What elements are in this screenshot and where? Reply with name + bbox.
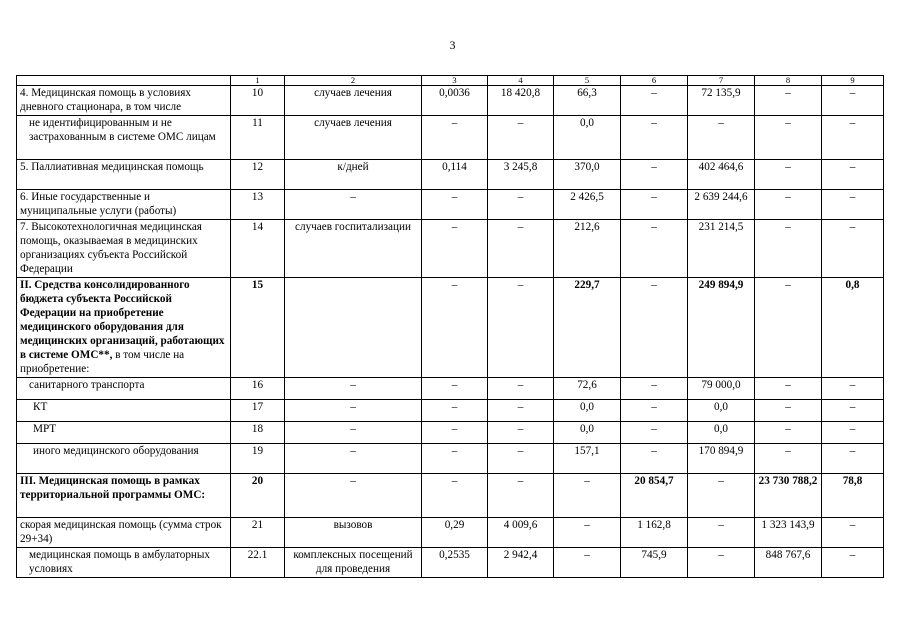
header-cell: 1 [231,76,285,86]
cell-col4: 18 420,8 [488,86,554,116]
table-row [17,278,884,378]
row-unit: – [285,444,422,474]
table-row [17,518,884,548]
page-number: 3 [449,38,456,52]
row-code: 18 [231,422,285,444]
cell-col7: 249 894,9 [688,278,755,378]
cell-col6: – [621,378,688,400]
row-name [17,278,231,378]
cell-col9: – [822,548,884,578]
header-cell: 4 [488,76,554,86]
cell-col3: 0,0036 [422,86,488,116]
cell-col5: 212,6 [554,220,621,278]
cell-col9: 78,8 [822,474,884,518]
row-code: 21 [231,518,285,548]
cell-col4: 3 245,8 [488,160,554,190]
cell-col7: 0,0 [688,422,755,444]
header-cell: 6 [621,76,688,86]
row-code: 17 [231,400,285,422]
cell-col8: – [755,190,822,220]
cell-col4: – [488,220,554,278]
table-row [17,400,884,422]
cell-col9: – [822,518,884,548]
cell-col7: – [688,518,755,548]
row-unit: вызовов [285,518,422,548]
row-code: 13 [231,190,285,220]
row-code: 15 [231,278,285,378]
cell-col6: – [621,278,688,378]
table-row [17,378,884,400]
header-cell: 5 [554,76,621,86]
cell-col4: – [488,422,554,444]
row-unit: – [285,400,422,422]
row-unit: случаев лечения [285,86,422,116]
row-unit [285,278,422,378]
cell-col4: – [488,116,554,160]
cell-col5: – [554,548,621,578]
budget-table [16,75,884,578]
cell-col8: – [755,160,822,190]
cell-col4: 2 942,4 [488,548,554,578]
cell-col9: 0,8 [822,278,884,378]
cell-col3: – [422,422,488,444]
header-cell: 8 [755,76,822,86]
cell-col4: – [488,278,554,378]
cell-col5: – [554,518,621,548]
row-code: 10 [231,86,285,116]
cell-col8: – [755,116,822,160]
row-unit: случаев госпитализации [285,220,422,278]
row-code: 14 [231,220,285,278]
header-cell: 2 [285,76,422,86]
cell-col4: – [488,474,554,518]
cell-col9: – [822,444,884,474]
cell-col9: – [822,220,884,278]
cell-col6: – [621,190,688,220]
row-code: 20 [231,474,285,518]
row-code: 16 [231,378,285,400]
table-row [17,220,884,278]
row-name: 7. Высокотехнологичная медицинская помощь, оказываемая в медицинских организациях субъекта Российской Федерации [17,220,231,278]
cell-col5: 72,6 [554,378,621,400]
table-row [17,160,884,190]
row-code: 22.1 [231,548,285,578]
cell-col3: – [422,220,488,278]
row-unit: случаев лечения [285,116,422,160]
row-name: не идентифицированным и не застрахованным в системе ОМС лицам [17,116,231,160]
cell-col6: 745,9 [621,548,688,578]
row-unit: – [285,378,422,400]
cell-col7: – [688,474,755,518]
cell-col5: 0,0 [554,400,621,422]
column-number-header [17,76,884,86]
row-name: санитарного транспорта [17,378,231,400]
cell-col7: 170 894,9 [688,444,755,474]
row-name: медицинская помощь в амбулаторных условиях [17,548,231,578]
cell-col5: 157,1 [554,444,621,474]
cell-col5: 2 426,5 [554,190,621,220]
row-name: скорая медицинская помощь (сумма строк 29+34) [17,518,231,548]
cell-col8: 848 767,6 [755,548,822,578]
row-unit: комплексных посещений для проведения [285,548,422,578]
cell-col8: – [755,86,822,116]
row-name-tail: в том числе на приобретение: [20,349,185,375]
row-name-bold: II. Средства консолидированного бюджета субъекта Российской Федерации на приобретение медицинского оборудования для медицинских организаций, работающих в системе ОМС**, [20,279,225,361]
cell-col7: 231 214,5 [688,220,755,278]
cell-col3: 0,29 [422,518,488,548]
cell-col7: – [688,548,755,578]
cell-col5: 229,7 [554,278,621,378]
row-unit: – [285,422,422,444]
cell-col8: – [755,422,822,444]
cell-col5: 66,3 [554,86,621,116]
row-code: 11 [231,116,285,160]
cell-col8: – [755,400,822,422]
cell-col9: – [822,86,884,116]
cell-col7: 2 639 244,6 [688,190,755,220]
cell-col6: – [621,220,688,278]
cell-col5: 370,0 [554,160,621,190]
cell-col9: – [822,378,884,400]
table-row [17,116,884,160]
table-row [17,548,884,578]
row-name: иного медицинского оборудования [17,444,231,474]
cell-col8: 23 730 788,2 [755,474,822,518]
header-cell: 9 [822,76,884,86]
cell-col4: – [488,190,554,220]
cell-col3: – [422,474,488,518]
cell-col3: 0,2535 [422,548,488,578]
cell-col4: – [488,400,554,422]
row-name: КТ [17,400,231,422]
cell-col9: – [822,190,884,220]
cell-col5: 0,0 [554,116,621,160]
table-row [17,444,884,474]
row-unit: к/дней [285,160,422,190]
cell-col8: – [755,278,822,378]
row-unit: – [285,190,422,220]
cell-col6: – [621,116,688,160]
cell-col5: 0,0 [554,422,621,444]
cell-col3: – [422,278,488,378]
cell-col9: – [822,116,884,160]
cell-col8: – [755,444,822,474]
cell-col6: – [621,160,688,190]
cell-col3: – [422,116,488,160]
cell-col5: – [554,474,621,518]
cell-col6: 1 162,8 [621,518,688,548]
table-row [17,474,884,518]
cell-col7: 0,0 [688,400,755,422]
cell-col6: – [621,444,688,474]
cell-col4: – [488,378,554,400]
row-name: 4. Медицинская помощь в условиях дневного стационара, в том числе [17,86,231,116]
header-cell: 7 [688,76,755,86]
header-cell [17,76,231,86]
cell-col9: – [822,422,884,444]
cell-col6: 20 854,7 [621,474,688,518]
row-name: МРТ [17,422,231,444]
table-row [17,86,884,116]
cell-col4: 4 009,6 [488,518,554,548]
cell-col3: – [422,400,488,422]
header-cell: 3 [422,76,488,86]
cell-col4: – [488,444,554,474]
cell-col6: – [621,400,688,422]
cell-col6: – [621,422,688,444]
cell-col9: – [822,160,884,190]
row-name: 6. Иные государственные и муниципальные услуги (работы) [17,190,231,220]
table-row [17,422,884,444]
cell-col7: 79 000,0 [688,378,755,400]
cell-col8: – [755,378,822,400]
cell-col3: – [422,378,488,400]
cell-col8: – [755,220,822,278]
cell-col7: 72 135,9 [688,86,755,116]
table-row [17,190,884,220]
row-unit: – [285,474,422,518]
row-name: 5. Паллиативная медицинская помощь [17,160,231,190]
cell-col8: 1 323 143,9 [755,518,822,548]
cell-col7: 402 464,6 [688,160,755,190]
cell-col7: – [688,116,755,160]
cell-col9: – [822,400,884,422]
cell-col3: 0,114 [422,160,488,190]
cell-col3: – [422,190,488,220]
cell-col6: – [621,86,688,116]
row-code: 19 [231,444,285,474]
cell-col3: – [422,444,488,474]
row-name: III. Медицинская помощь в рамках территориальной программы ОМС: [17,474,231,518]
row-code: 12 [231,160,285,190]
